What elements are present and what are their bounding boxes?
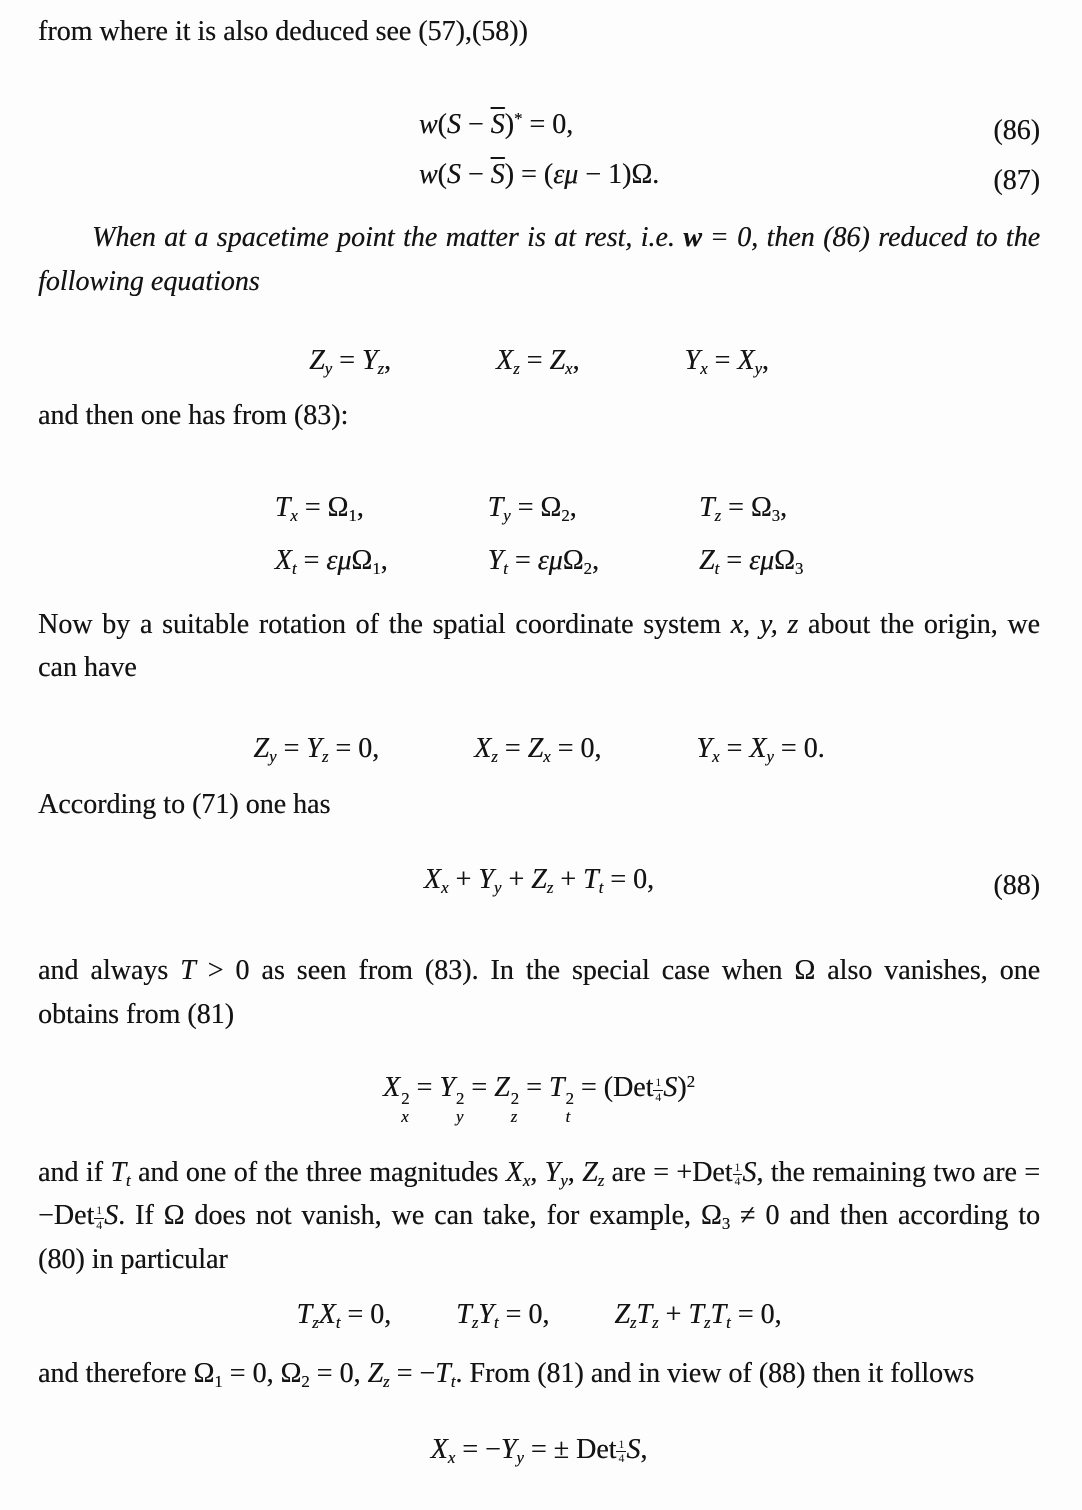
equation-grid-column (275, 486, 388, 583)
intro-paragraph: from where it is also deduced see (57),(58)) (38, 16, 528, 47)
equation-det-squares (38, 1066, 1040, 1126)
therefore-paragraph: and therefore $\Omega_1 = 0$, $\Omega_2 = 0$, $Z_z = -T_t$. From (81) and in view of (88) then it follows (38, 1358, 975, 1392)
equation-87-formula: $w(S - \overline{S}) = (\varepsilon\mu - 1)\Omega$. (418, 158, 660, 190)
equation-grid-column (699, 486, 803, 583)
equation-grid-column (488, 486, 599, 583)
equation-item: $T_x = \Omega_1$, (274, 491, 364, 525)
equation-item: $Z_y = Y_z = 0$, (253, 733, 380, 767)
equation-item: $Y_x = X_y$, (684, 344, 769, 378)
equation-item: $Z_t = \varepsilon\mu\Omega_3$ (698, 545, 804, 579)
equation-grid-omega (38, 486, 1040, 583)
equation-final (38, 1428, 1040, 1471)
equation-item: $T_y = \Omega_2$, (487, 491, 577, 525)
equation-item: $X_z = Z_x = 0$, (474, 733, 602, 767)
equation-86-number: (86) (993, 115, 1040, 147)
equation-row-tz (38, 1293, 1040, 1336)
equation-group-numbers (993, 103, 1040, 208)
when-at-rest-paragraph: When at a spacetime point the matter is at rest, i.e. w = 0, then (86) reduced to the following equations (38, 222, 1040, 297)
equation-item: $T_zX_t = 0$, (296, 1298, 392, 1332)
equation-item: $Z_zT_z + T_zT_t = 0$, (614, 1298, 782, 1332)
equation-item: $Y_t = \varepsilon\mu\Omega_2$, (487, 545, 599, 579)
equation-88 (38, 858, 1040, 901)
equation-87-number: (87) (993, 164, 1040, 196)
equation-group-formulas (419, 103, 659, 196)
equation-86-formula: $w(S - \overline{S})^* = 0$, (418, 109, 574, 141)
equation-item: $X_z = Z_x$, (496, 344, 580, 378)
then-one-has-paragraph: and then one has from (83): (38, 400, 349, 432)
equation-row-zero (38, 727, 1040, 770)
equation-group-86-87 (38, 103, 1040, 196)
magnitudes-paragraph: and if $T_t$ and one of the three magnitudes $X_x$, $Y_y$, $Z_z$ are = +Det $\frac{1}{4}$ S, the remaining two are = −Det $\frac{1}{4}$ S. If Ω does not vanish, we can take, for example, $\Omega_3 \ne 0$ and then according to (80) in particular (38, 1156, 1041, 1275)
equation-item: $Y_x = X_y = 0$. (696, 733, 825, 767)
equation-item: $T_zY_t = 0$, (456, 1298, 550, 1332)
equation-item: $X_t = \varepsilon\mu\Omega_1$, (274, 545, 388, 579)
rotation-paragraph: Now by a suitable rotation of the spatial coordinate system x, y, z about the origin, we can have (38, 608, 1040, 683)
equation-88-formula-wrap (424, 858, 654, 901)
equation-item: $Z_y = Y_z$, (309, 344, 392, 378)
equation-row-zy (38, 339, 1040, 382)
equation-88-number-wrap (993, 858, 1040, 913)
according-paragraph: According to (71) one has (38, 788, 331, 820)
equation-88-formula: $X_x + Y_y + Z_z + T_t = 0$, (423, 864, 655, 898)
equation-88-number: (88) (993, 870, 1040, 902)
equation-item: X 2 x = Y 2 y = Z 2 z = T 2 t = (Det $\frac{1}{4}$ S)$^2$ (383, 1072, 695, 1127)
equation-item: $T_z = \Omega_3$, (698, 491, 788, 525)
equation-item: $X_x = -Y_y$ = ± Det $\frac{1}{4}$ S, (430, 1433, 648, 1467)
always-positive-paragraph: and always T > 0 as seen from (83). In the special case when Ω also vanishes, one obtains from (81) (38, 955, 1041, 1030)
